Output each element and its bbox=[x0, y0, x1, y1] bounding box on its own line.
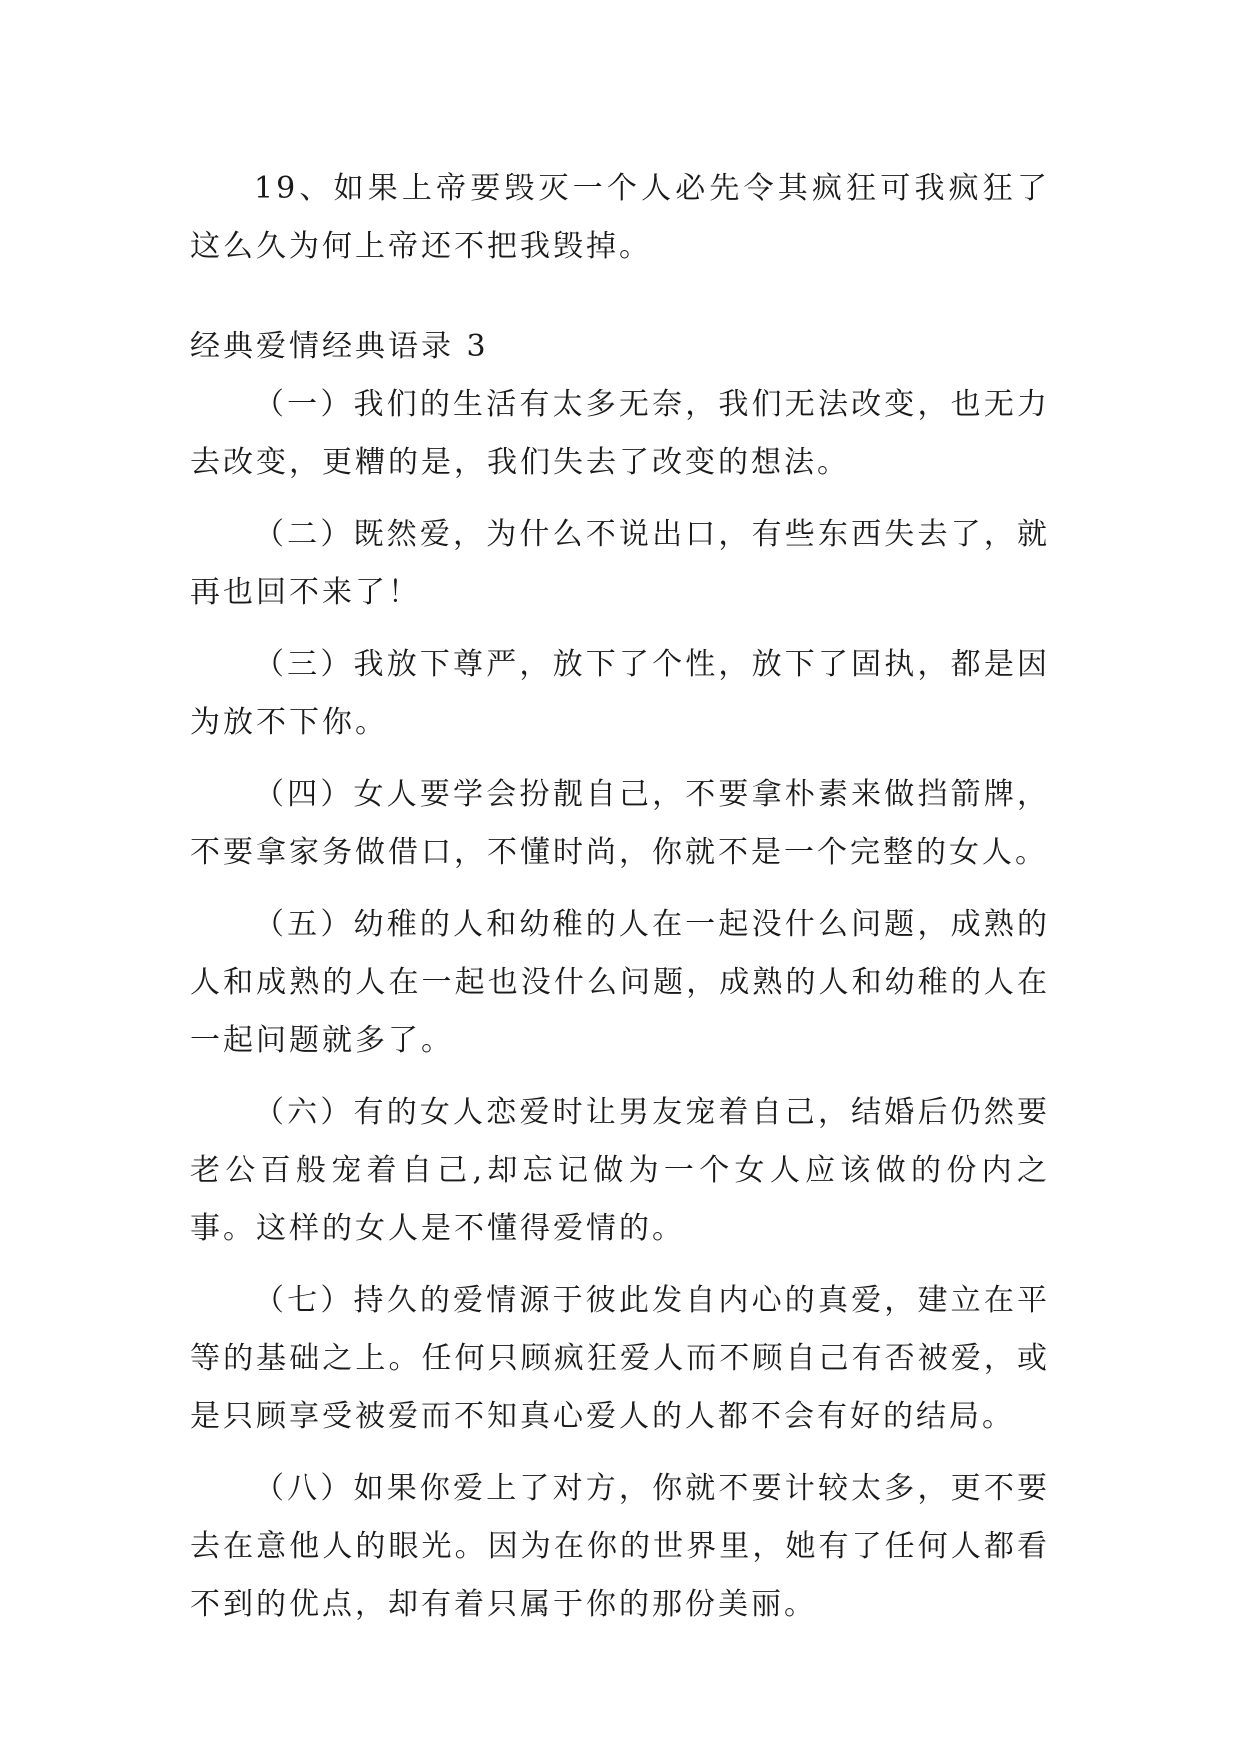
paragraph-2: （二）既然爱，为什么不说出口，有些东西失去了，就再也回不来了！ bbox=[190, 517, 1050, 610]
paragraph-4: （四）女人要学会扮靓自己，不要拿朴素来做挡箭牌，不要拿家务做借口，不懂时尚，你就不是一个完整的女人。 bbox=[190, 777, 1050, 870]
paragraph-3: （三）我放下尊严，放下了个性，放下了固执，都是因为放不下你。 bbox=[190, 647, 1050, 740]
paragraph-6: （六）有的女人恋爱时让男友宠着自己，结婚后仍然要老公百般宠着自己,却忘记做为一个女人应该做的份内之事。这样的女人是不懂得爱情的。 bbox=[190, 1095, 1050, 1246]
section-heading: 经典爱情经典语录 3 bbox=[190, 329, 489, 364]
paragraph-1: （一）我们的生活有太多无奈，我们无法改变，也无力去改变，更糟的是，我们失去了改变的想法。 bbox=[190, 387, 1050, 480]
intro-paragraph: 19、如果上帝要毁灭一个人必先令其疯狂可我疯狂了这么久为何上帝还不把我毁掉。 bbox=[190, 171, 1050, 264]
document-body bbox=[190, 160, 1050, 1634]
paragraph-5: （五）幼稚的人和幼稚的人在一起没什么问题，成熟的人和成熟的人在一起也没什么问题，成熟的人和幼稚的人在一起问题就多了。 bbox=[190, 907, 1050, 1058]
paragraph-8: （八）如果你爱上了对方，你就不要计较太多，更不要去在意他人的眼光。因为在你的世界里，她有了任何人都看不到的优点，却有着只属于你的那份美丽。 bbox=[190, 1471, 1050, 1622]
paragraph-7: （七）持久的爱情源于彼此发自内心的真爱，建立在平等的基础之上。任何只顾疯狂爱人而不顾自己有否被爱，或是只顾享受被爱而不知真心爱人的人都不会有好的结局。 bbox=[190, 1283, 1050, 1434]
